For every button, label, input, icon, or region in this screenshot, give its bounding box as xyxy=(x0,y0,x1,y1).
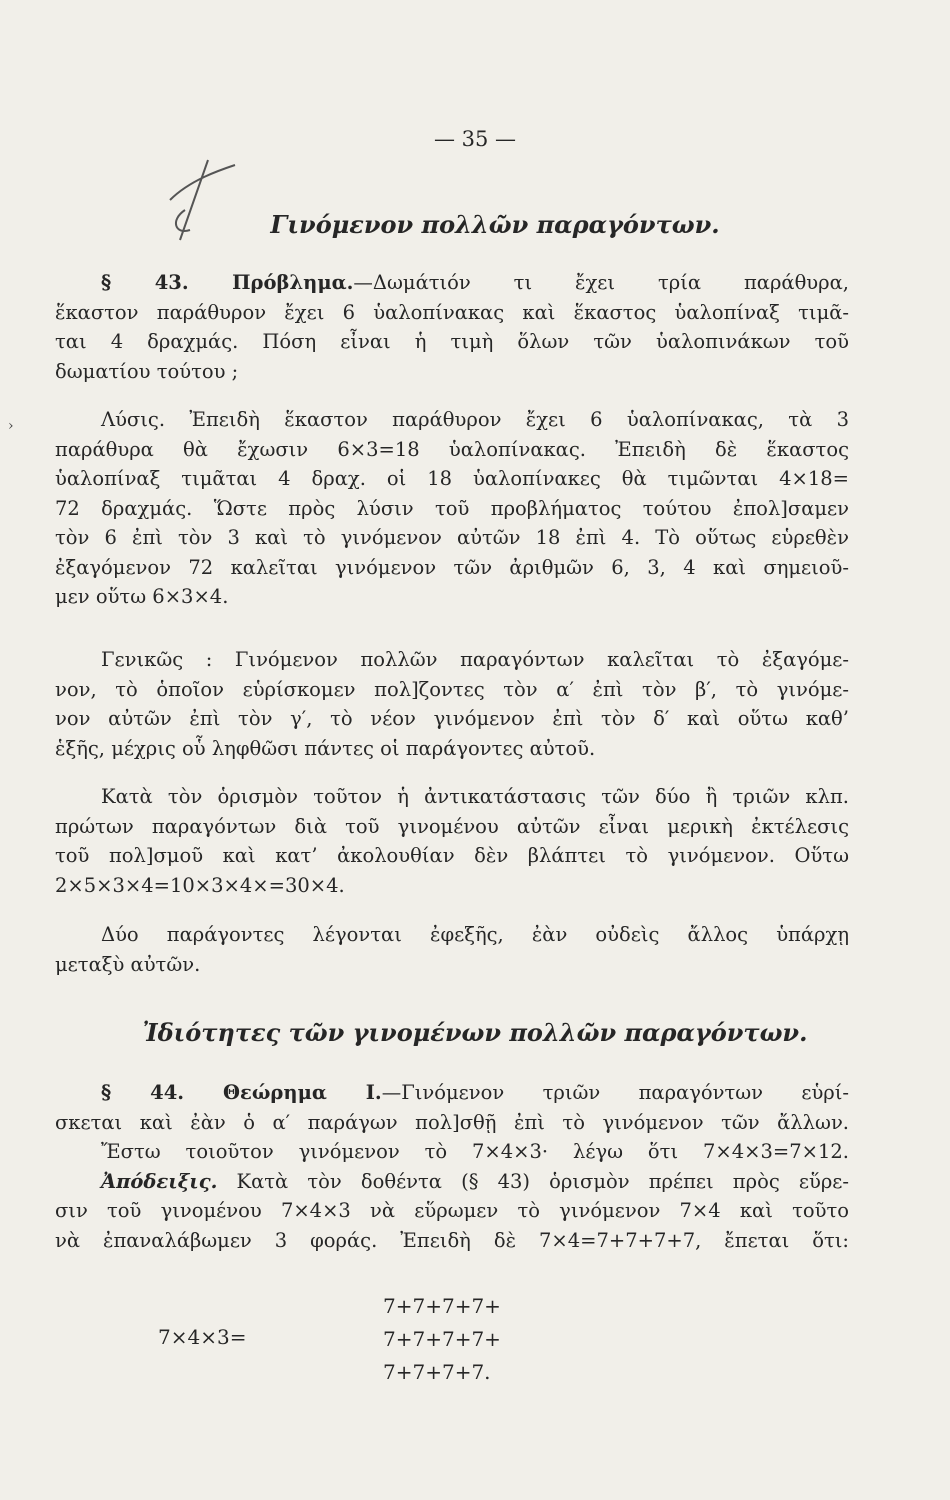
theorem-label: § 44. Θεώρημα I. xyxy=(101,1081,382,1104)
properties-heading: Ἰδιότητες τῶν γινομένων πολλῶν παραγόντων. xyxy=(142,1018,808,1047)
theorem-paragraph: § 44. Θεώρημα I.—Γινόμενον τριῶν παραγόντων εὑρί- σκεται καὶ ἐὰν ὁ α′ παράγων πολ]σθῇ ἐπὶ τὸ γινόμενον τῶν ἄλλων. Ἔστω τοιοῦτον γινόμενον τὸ 7×4×3· λέγω ὅτι 7×4×3=7×12. Ἀπόδειξις. Κατὰ τὸν δοθέντα (§ 43) ὁρισμὸν πρέπει πρὸς εὕρε- σιν τοῦ γινομένου 7×4×3 νὰ εὕρωμεν τὸ γινόμενον 7×4 καὶ τοῦτο νὰ ἐπαναλάβωμεν 3 φοράς. Ἐπειδὴ δὲ 7×4=7+7+7+7, ἔπεται ὅτι: xyxy=(55,1081,850,1252)
problem-paragraph: § 43. Πρόβλημα.—Δωμάτιόν τι ἔχει τρία παράθυρα, ἕκαστον παράθυρον ἔχει 6 ὑαλοπίνακας καὶ ἕκαστος ὑαλοπίναξ τιμᾶ- ται 4 δραχμάς. Πόση εἶναι ἡ τιμὴ ὅλων τῶν ὑαλοπινάκων τοῦ δωματίου τούτου ; xyxy=(55,271,849,383)
equation-rows xyxy=(383,1290,501,1389)
definition-remark-paragraph: Κατὰ τὸν ὁρισμὸν τοῦτον ἡ ἀντικατάστασις τῶν δύο ἢ τριῶν κλπ. πρώτων παραγόντων διὰ τοῦ γινομένου αὐτῶν εἶναι μερικὴ ἐκτέλεσις τοῦ πολ]σμοῦ καὶ κατ’ ἀκολουθίαν δὲν βλάπτει τὸ γινόμενον. Οὕτω 2×5×3×4=10×3×4×=30×4. xyxy=(55,785,849,897)
proof-label: Ἀπόδειξις. xyxy=(101,1169,218,1193)
section-label: § 43. Πρόβλημα. xyxy=(101,271,354,294)
general-definition-paragraph: Γενικῶς : Γινόμενον πολλῶν παραγόντων καλεῖται τὸ ἐξαγόμε- νον, τὸ ὁποῖον εὑρίσκομεν πολ]ζοντες τὸν α′ ἐπὶ τὸν β′, τὸ γινόμε- νον αὐτῶν ἐπὶ τὸν γ′, τὸ νέον γινόμενον ἐπὶ τὸν δ′ καὶ οὕτω καθ’ ἑξῆς, μέχρις οὗ ληφθῶσι πάντες οἱ παράγοντες αὐτοῦ. xyxy=(55,648,849,760)
page-number: — 35 — xyxy=(433,127,517,151)
margin-mark: › xyxy=(8,418,14,434)
equation-row: 7+7+7+7+ xyxy=(383,1294,501,1318)
equation-lhs: 7×4×3= xyxy=(158,1325,247,1349)
solution-paragraph: Λύσις. Ἐπειδὴ ἕκαστον παράθυρον ἔχει 6 ὑαλοπίνακας, τὰ 3 παράθυρα θὰ ἔχωσιν 6×3=18 ὑαλοπίνακας. Ἐπειδὴ δὲ ἕκαστος ὑαλοπίναξ τιμᾶται 4 δραχ. οἱ 18 ὑαλοπίνακες θὰ τιμῶνται 4×18= 72 δραχμάς. Ὥστε πρὸς λύσιν τοῦ προβλήματος τούτου ἐπολ]σαμεν τὸν 6 ἐπὶ τὸν 3 καὶ τὸ γινόμενον αὐτῶν 18 ἐπὶ 4. Τὸ οὕτως εὑρεθὲν ἐξαγόμενον 72 καλεῖται γινόμενον τῶν ἀριθμῶν 6, 3, 4 καὶ σημειοῦ- μεν οὕτω 6×3×4. xyxy=(55,408,849,608)
section-heading: Γινόμενον πολλῶν παραγόντων. xyxy=(270,210,720,239)
successive-factors-paragraph: Δύο παράγοντες λέγονται ἐφεξῆς, ἐὰν οὐδεὶς ἄλλος ὑπάρχῃ μεταξὺ αὐτῶν. xyxy=(55,923,849,976)
equation-row: 7+7+7+7. xyxy=(383,1360,491,1384)
equation-row: 7+7+7+7+ xyxy=(383,1327,501,1351)
